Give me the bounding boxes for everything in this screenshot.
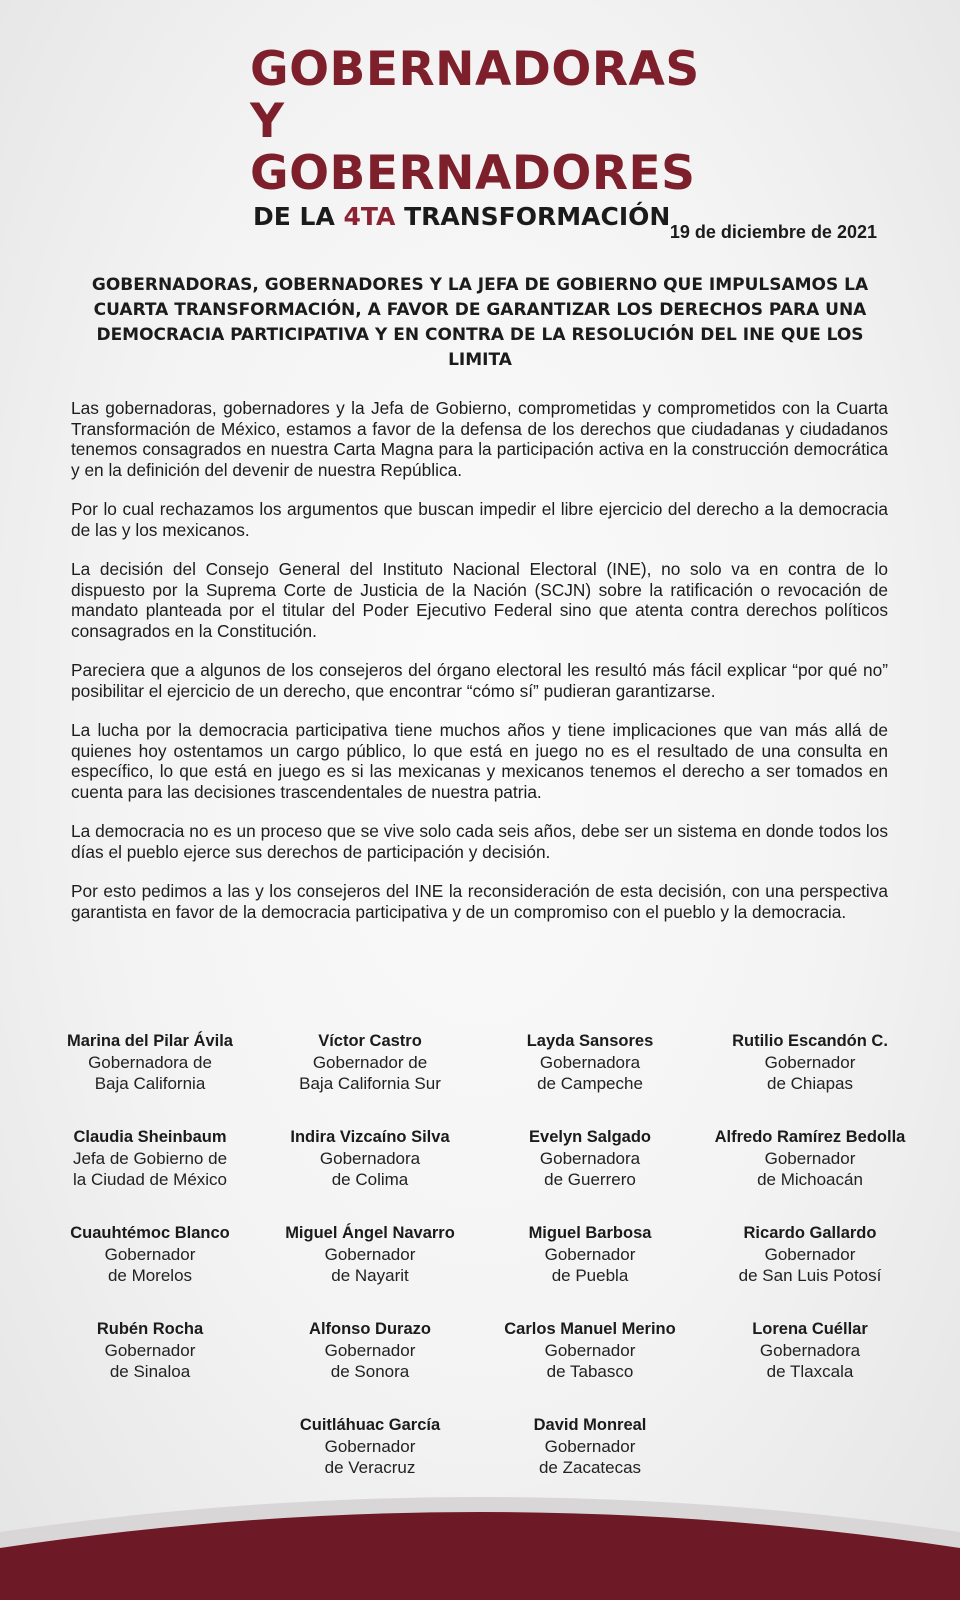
paragraph: Pareciera que a algunos de los consejeros del órgano electoral les resultó más fácil explicar “por qué no” posibilitar el ejercicio de un derecho, que encontrar “cómo sí” pudieran garantizarse. bbox=[71, 660, 888, 701]
signatory-name: Miguel Ángel Navarro bbox=[285, 1224, 455, 1242]
signatory-name: Cuauhtémoc Blanco bbox=[70, 1224, 230, 1242]
signatory-title: Jefa de Gobierno de bbox=[72, 1149, 228, 1168]
brand-line-3-accent: 4TA bbox=[343, 202, 396, 231]
paragraph: La democracia no es un proceso que se vive solo cada seis años, debe ser un sistema en donde todos los días el pueblo ejerce sus derechos de participación y decisión. bbox=[71, 821, 888, 862]
signatory-name: David Monreal bbox=[533, 1416, 647, 1434]
paragraph: Por lo cual rechazamos los argumentos que buscan impedir el libre ejercicio del derecho a la democracia de las y los mexicanos. bbox=[71, 499, 888, 540]
signatory-name: Rutilio Escandón C. bbox=[732, 1032, 888, 1050]
signature bbox=[40, 1030, 260, 1094]
signatory-state: de Sonora bbox=[330, 1362, 410, 1381]
signatory-title: Gobernador bbox=[544, 1437, 636, 1456]
signature bbox=[480, 1414, 700, 1478]
footer-wave-decoration bbox=[0, 1470, 960, 1600]
signatory-name: Marina del Pilar Ávila bbox=[67, 1032, 233, 1050]
signatory-title: Gobernadora bbox=[539, 1053, 641, 1072]
signature bbox=[260, 1030, 480, 1094]
document-body bbox=[71, 398, 888, 941]
paragraph: Por esto pedimos a las y los consejeros del INE la reconsideración de esta decisión, con una perspectiva garantista en favor de la democracia participativa y de un compromiso con el pueblo y la democracia. bbox=[71, 881, 888, 922]
signatory-name: Alfonso Durazo bbox=[309, 1320, 431, 1338]
signatory-name: Víctor Castro bbox=[318, 1032, 422, 1050]
signatory-state: de Guerrero bbox=[544, 1170, 636, 1189]
brand-line-3-pre: DE LA bbox=[253, 202, 344, 231]
signatory-title: Gobernadora bbox=[759, 1341, 861, 1360]
signatory-title: Gobernador bbox=[324, 1245, 416, 1264]
signatory-name: Rubén Rocha bbox=[96, 1320, 204, 1338]
signatory-state: de Puebla bbox=[551, 1266, 629, 1285]
signatory-title: Gobernador bbox=[764, 1053, 856, 1072]
signatory-state: Baja California bbox=[94, 1074, 206, 1093]
signatory-state: de Sinaloa bbox=[109, 1362, 191, 1381]
signature bbox=[480, 1222, 700, 1286]
signatory-state: de San Luis Potosí bbox=[738, 1266, 882, 1285]
signature-row bbox=[40, 1222, 920, 1286]
signatory-title: Gobernador bbox=[104, 1341, 196, 1360]
signature bbox=[40, 1126, 260, 1190]
brand-line-3-post: TRANSFORMACIÓN bbox=[395, 202, 671, 231]
paragraph: Las gobernadoras, gobernadores y la Jefa de Gobierno, comprometidas y comprometidos con la Cuarta Transformación de México, estamos a favor de la defensa de los derechos que ciudadanas y ciudadanos tenemos consagrados en nuestra Carta Magna para la participación activa en la construcción democrática y en la definición del devenir de nuestra República. bbox=[71, 398, 888, 480]
signatory-state: de Morelos bbox=[107, 1266, 193, 1285]
signatory-title: Gobernador bbox=[324, 1437, 416, 1456]
signatory-state: de Nayarit bbox=[331, 1266, 409, 1285]
signatory-name: Alfredo Ramírez Bedolla bbox=[714, 1128, 906, 1146]
signatory-state: la Ciudad de México bbox=[72, 1170, 228, 1189]
signatory-name: Ricardo Gallardo bbox=[743, 1224, 877, 1242]
signatory-name: Miguel Barbosa bbox=[528, 1224, 652, 1242]
signature bbox=[260, 1222, 480, 1286]
paragraph: La lucha por la democracia participativa tiene muchos años y tiene implicaciones que van más allá de quienes hoy ostentamos un cargo público, lo que está en juego no es el resultado de una consulta en específico, lo que está en juego es si las mexicanas y mexicanos tenemos el derecho a ser tomados en cuenta para las decisiones trascendentales de nuestra patria. bbox=[71, 720, 888, 802]
signature-block bbox=[40, 1030, 920, 1510]
signatory-state: de Campeche bbox=[537, 1074, 643, 1093]
signatory-title: Gobernador bbox=[544, 1245, 636, 1264]
signature-row bbox=[40, 1126, 920, 1190]
signatory-state: de Veracruz bbox=[324, 1458, 416, 1477]
brand-line-3 bbox=[250, 200, 720, 234]
document-date: 19 de diciembre de 2021 bbox=[669, 222, 877, 242]
signatory-state: de Chiapas bbox=[766, 1074, 853, 1093]
signatory-name: Claudia Sheinbaum bbox=[73, 1128, 227, 1146]
paragraph: La decisión del Consejo General del Instituto Nacional Electoral (INE), no solo va en contra de lo dispuesto por la Suprema Corte de Justicia de la Nación (SCJN) sobre la ratificación o revocación de mandato planteada por el titular del Poder Ejecutivo Federal sino que atenta contra derechos políticos consagrados en la Constitución. bbox=[71, 559, 888, 641]
brand-heading bbox=[250, 44, 720, 234]
signatory-title: Gobernadora bbox=[539, 1149, 641, 1168]
signatory-name: Cuitláhuac García bbox=[299, 1416, 441, 1434]
signatory-title: Gobernador bbox=[104, 1245, 196, 1264]
signatory-title: Gobernador bbox=[764, 1149, 856, 1168]
signature bbox=[480, 1318, 700, 1382]
signatory-state: de Tlaxcala bbox=[766, 1362, 854, 1381]
signature bbox=[700, 1030, 920, 1094]
signature bbox=[480, 1126, 700, 1190]
signature bbox=[260, 1318, 480, 1382]
signatory-title: Gobernador de bbox=[312, 1053, 428, 1072]
signature bbox=[40, 1222, 260, 1286]
signatory-state: de Michoacán bbox=[757, 1170, 863, 1189]
signatory-state: Baja California Sur bbox=[299, 1074, 441, 1093]
signatory-name: Evelyn Salgado bbox=[529, 1128, 651, 1146]
signatory-state: de Colima bbox=[331, 1170, 409, 1189]
signatory-name: Layda Sansores bbox=[526, 1032, 654, 1050]
signatory-title: Gobernador bbox=[324, 1341, 416, 1360]
document-headline: GOBERNADORAS, GOBERNADORES Y LA JEFA DE GOBIERNO QUE IMPULSAMOS LA CUARTA TRANSFORMACIÓN, A FAVOR DE GARANTIZAR LOS DERECHOS PARA UNA DEMOCRACIA PARTICIPATIVA Y EN CONTRA DE LA RESOLUCIÓN DEL INE QUE LOS LIMITA bbox=[91, 275, 869, 370]
signatory-title: Gobernador bbox=[544, 1341, 636, 1360]
signature bbox=[40, 1318, 260, 1382]
signatory-state: de Zacatecas bbox=[538, 1458, 642, 1477]
signature bbox=[700, 1318, 920, 1382]
signature bbox=[260, 1126, 480, 1190]
brand-line-2: Y GOBERNADORES bbox=[250, 94, 696, 201]
signature-row bbox=[40, 1318, 920, 1382]
signatory-name: Lorena Cuéllar bbox=[752, 1320, 868, 1338]
signature bbox=[700, 1222, 920, 1286]
signature bbox=[480, 1030, 700, 1094]
signatory-name: Carlos Manuel Merino bbox=[504, 1320, 676, 1338]
signature-row bbox=[40, 1030, 920, 1094]
brand-line-1: GOBERNADORAS bbox=[250, 42, 700, 97]
signature bbox=[260, 1414, 480, 1478]
signature bbox=[700, 1126, 920, 1190]
signatory-title: Gobernador bbox=[764, 1245, 856, 1264]
signatory-title: Gobernadora de bbox=[88, 1053, 212, 1072]
signatory-title: Gobernadora bbox=[319, 1149, 421, 1168]
signatory-name: Indira Vizcaíno Silva bbox=[290, 1128, 450, 1146]
signature-row bbox=[40, 1414, 920, 1478]
signatory-state: de Tabasco bbox=[546, 1362, 634, 1381]
